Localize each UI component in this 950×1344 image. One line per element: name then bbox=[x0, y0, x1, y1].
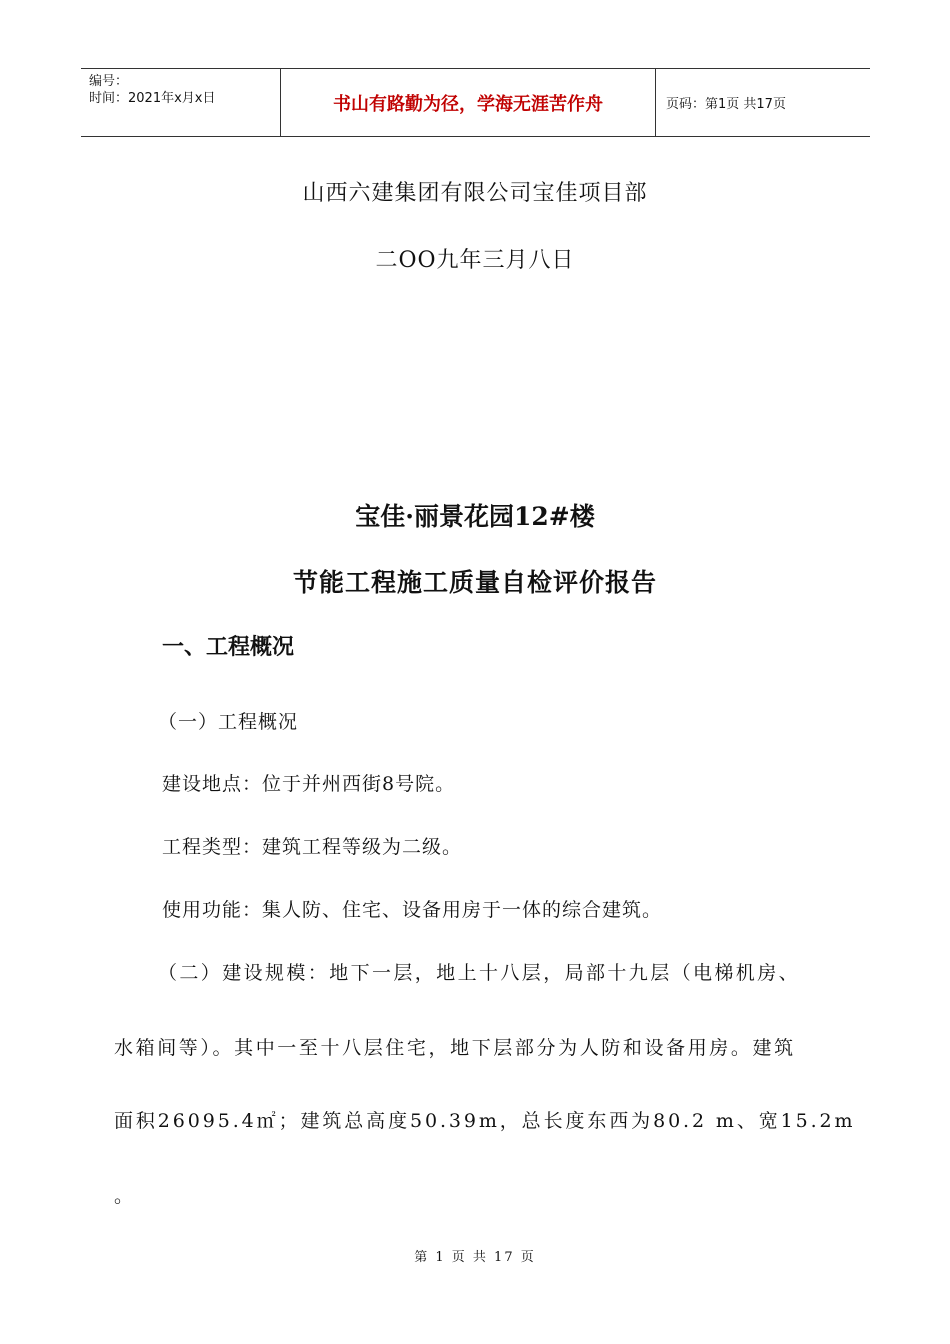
paragraph-scale-line1: （二）建设规模：地下一层，地上十八层，局部十九层（电梯机房、 bbox=[158, 962, 801, 984]
header-motto: 书山有路勤为径，学海无涯苦作舟 bbox=[281, 69, 656, 136]
paragraph-scale-line4: 。 bbox=[114, 1185, 135, 1207]
page-footer: 第 1 页 共 17 页 bbox=[414, 1250, 536, 1265]
company-name: 山西六建集团有限公司宝佳项目部 bbox=[302, 181, 648, 206]
page-header bbox=[81, 68, 870, 137]
paragraph-function: 使用功能：集人防、住宅、设备用房于一体的综合建筑。 bbox=[162, 899, 663, 921]
report-date: 二OO九年三月八日 bbox=[375, 248, 575, 273]
report-title-line2: 节能工程施工质量自检评价报告 bbox=[292, 568, 657, 597]
paragraph-location: 建设地点：位于并州西街8号院。 bbox=[162, 773, 456, 795]
report-title-line1: 宝佳·丽景花园12#楼 bbox=[355, 502, 595, 531]
paragraph-scale-line3: 面积26095.4㎡；建筑总高度50.39m，总长度东西为80.2 m、宽15.2m bbox=[114, 1110, 856, 1132]
header-meta bbox=[81, 69, 281, 136]
subsection-heading: （一）工程概况 bbox=[158, 711, 299, 733]
section-heading: 一、工程概况 bbox=[162, 635, 295, 660]
paragraph-scale-line2: 水箱间等）。其中一至十八层住宅，地下层部分为人防和设备用房。建筑 bbox=[114, 1037, 796, 1059]
number-label: 编号： bbox=[89, 74, 129, 89]
time-label: 时间：2021年x月x日 bbox=[89, 91, 216, 106]
header-page-info: 页码：第1页 共17页 bbox=[666, 97, 786, 112]
paragraph-type: 工程类型：建筑工程等级为二级。 bbox=[162, 836, 463, 858]
